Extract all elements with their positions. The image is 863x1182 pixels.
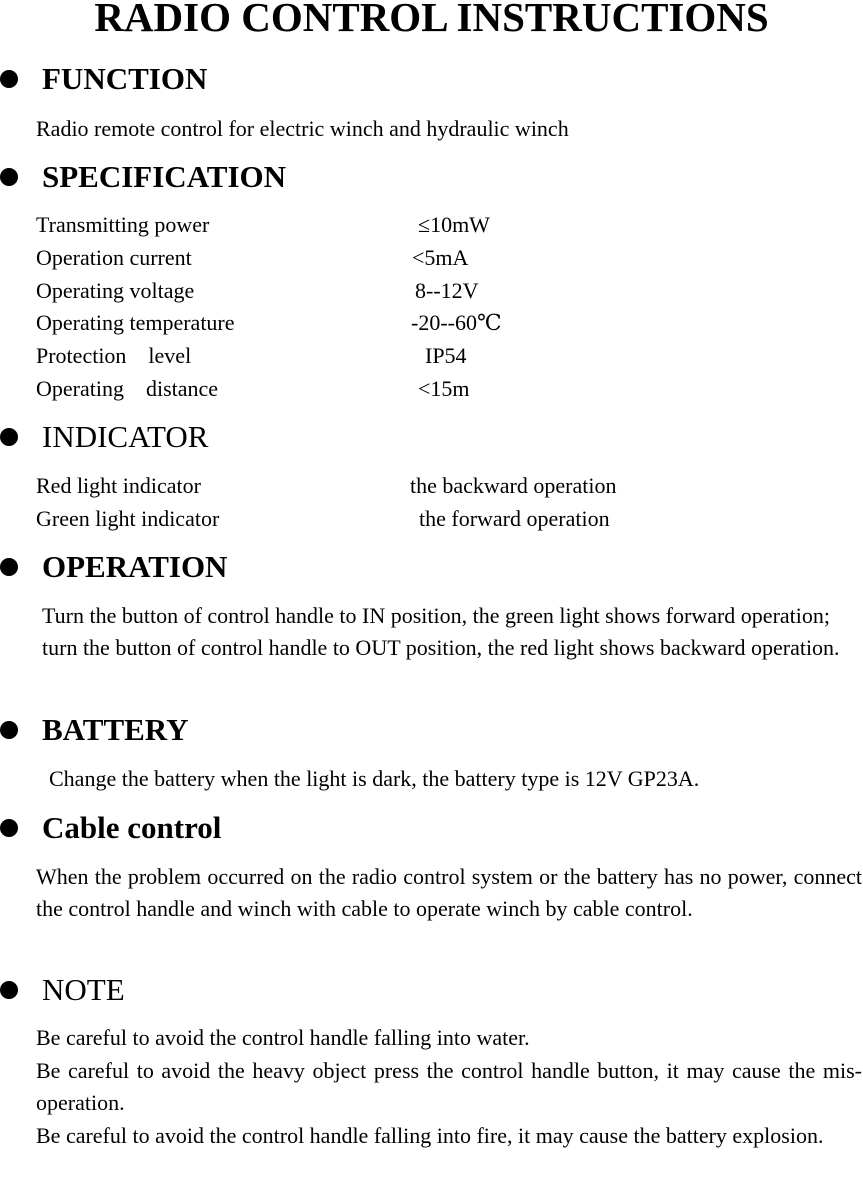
operation-text: Turn the button of control handle to IN position, the green light shows forward operation; turn the button of control handle to OUT position, the red light shows backward operation. [42,603,840,660]
indicator-value-red: the backward operation [410,473,617,498]
spec-label-operating-voltage: Operating voltage [36,278,195,303]
spec-value-transmitting-power: ≤10mW [418,212,490,237]
note-item: Be careful to avoid the heavy object press the control handle button, it may cause the mis-operation. [36,1058,862,1115]
spec-value-operation-current: <5mA [412,245,469,270]
page-title: RADIO CONTROL INSTRUCTIONS [94,0,769,40]
note-item: Be careful to avoid the control handle falling into fire, it may cause the battery explosion. [36,1123,824,1148]
spec-value-operating-voltage: 8--12V [415,278,479,303]
bullet-icon [0,981,18,999]
bullet-icon [0,558,18,576]
heading-cable-control: Cable control [42,810,222,845]
note-item: Be careful to avoid the control handle falling into water. [36,1025,530,1050]
bullet-icon [0,168,18,186]
heading-note: NOTE [42,972,125,1007]
heading-operation: OPERATION [42,549,228,584]
spec-value-protection-level: IP54 [425,343,467,368]
battery-text: Change the battery when the light is dark, the battery type is 12V GP23A. [49,766,700,791]
spec-value-operating-distance: <15m [418,376,470,401]
bullet-icon [0,819,18,837]
function-text: Radio remote control for electric winch and hydraulic winch [36,116,569,141]
heading-specification: SPECIFICATION [42,159,287,194]
spec-label-operation-current: Operation current [36,245,192,270]
spec-label-protection-level: Protection level [36,343,192,368]
heading-battery: BATTERY [42,712,189,747]
bullet-icon [0,428,18,446]
spec-label-operating-temperature: Operating temperature [36,310,235,335]
indicator-label-green: Green light indicator [36,506,220,531]
spec-value-operating-temperature: -20--60℃ [411,310,502,335]
indicator-value-green: the forward operation [419,506,610,531]
heading-function: FUNCTION [42,61,208,96]
bullet-icon [0,70,18,88]
heading-indicator: INDICATOR [42,419,209,454]
spec-label-transmitting-power: Transmitting power [36,212,210,237]
spec-label-operating-distance: Operating distance [36,376,219,401]
indicator-label-red: Red light indicator [36,473,201,498]
cable-control-text: When the problem occurred on the radio control system or the battery has no power, connect the control handle and winch with cable to operate winch by cable control. [36,864,862,921]
bullet-icon [0,721,18,739]
